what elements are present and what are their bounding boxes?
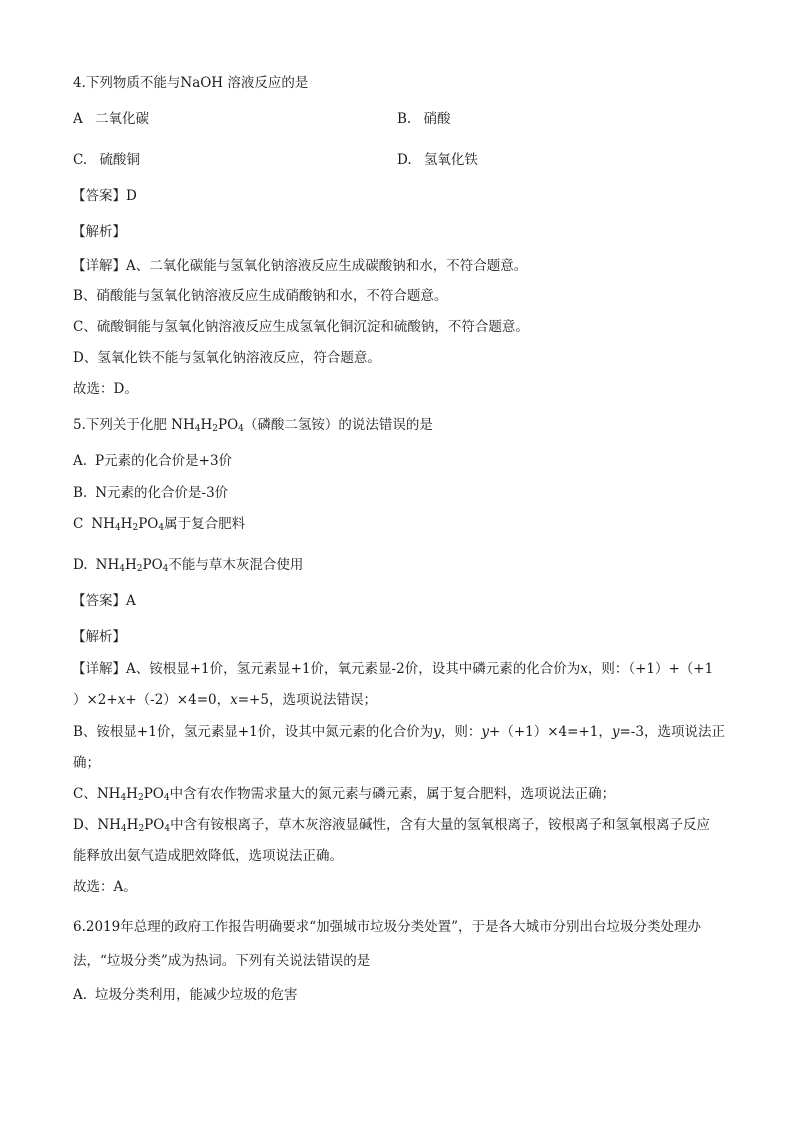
option-text: 硫酸铜 [99, 152, 140, 168]
option-label: C. [73, 152, 88, 168]
q5-detail-a-line2: ）×2+x+（-2）×4=0，x=+5，选项说法错误； [73, 692, 377, 708]
q5-conclusion: 故选：A。 [73, 879, 137, 895]
formula-nh4h2po4: $NH_4H_2PO_4$ [171, 417, 244, 434]
option-text: P元素的化合价是+3价 [95, 453, 233, 469]
q5-detail-d-line2: 能释放出氨气造成肥效降低，选项说法正确。 [73, 848, 343, 864]
stem-text: 5.下列关于化肥 [73, 417, 172, 433]
q6-stem-line2: 法，“垃圾分类”成为热词。下列有关说法错误的是 [73, 953, 371, 969]
q5-detail-b-line2: 确； [73, 755, 100, 771]
q5-answer [72, 592, 136, 610]
option-text: 氢氧化铁 [423, 152, 478, 168]
formula-nh4h2po4: $NH_4H_2PO_4$ [95, 557, 169, 574]
formula-nh4h2po4: $NH_4H_2PO_4$ [96, 786, 170, 803]
option-label: A. [73, 987, 88, 1003]
variable-y: y [481, 724, 490, 740]
q4-detail-b: B、硝酸能与氢氧化钠溶液反应生成硝酸钠和水，不符合题意。 [73, 288, 448, 304]
q5-detail-a-line1: 【详解】A、铵根显+1价，氢元素显+1价，氧元素显-2价，设其中磷元素的化合价为x，则：（+1）+（+1 [72, 661, 714, 677]
answer-tag: 【答案】 [72, 593, 126, 609]
q4-option-a [73, 110, 149, 128]
formula-nh4h2po4: $NH_4H_2PO_4$ [97, 817, 171, 834]
formula-nh4h2po4: $NH_4H_2PO_4$ [91, 516, 165, 533]
option-label: B. [397, 111, 412, 127]
answer-value: D [126, 188, 137, 204]
variable-x: x [230, 692, 238, 708]
option-label: B. [73, 485, 88, 501]
option-text: 属于复合肥料 [164, 516, 246, 532]
detail-text: A、二氧化碳能与氢氧化钠溶液反应生成碳酸钠和水，不符合题意。 [126, 258, 528, 274]
option-text: N元素的化合价是-3价 [95, 485, 229, 501]
q5-detail-d-line1: D、$NH_4H_2PO_4$中含有铵根离子，草木灰溶液显碱性，含有大量的氢氧根离子，铵根离子和氢氧根离子反应 [73, 817, 711, 834]
q4-answer [72, 187, 137, 205]
variable-x: x [580, 661, 588, 677]
q4-option-d [397, 151, 478, 169]
q5-detail-c: C、$NH_4H_2PO_4$中含有农作物需求量大的氮元素与磷元素，属于复合肥料，选项说法正确； [73, 786, 616, 803]
q4-detail-d: D、氢氧化铁不能与氢氧化钠溶液反应，符合题意。 [73, 350, 381, 366]
stem-text: （磷酸二氢铵）的说法错误的是 [243, 417, 433, 433]
option-label: A [73, 111, 83, 127]
q4-detail-a [72, 257, 527, 275]
q5-option-d [73, 556, 303, 574]
variable-y: y [611, 724, 620, 740]
option-text: 硝酸 [423, 111, 451, 127]
option-text: 二氧化碳 [95, 111, 150, 127]
option-text: 垃圾分类利用，能减少垃圾的危害 [95, 987, 298, 1003]
q4-stem: 4.下列物质不能与NaOH 溶液反应的是 [73, 75, 309, 91]
q4-option-c [73, 151, 140, 169]
option-label: A. [73, 453, 88, 469]
q5-stem [73, 416, 433, 434]
q6-option-a [73, 986, 298, 1004]
q5-detail-b-line1: B、铵根显+1价，氢元素显+1价，设其中氮元素的化合价为y，则：y+（+1）×4=+1，y=-3，选项说法正 [73, 724, 725, 740]
answer-value: A [126, 593, 136, 609]
q4-analysis-tag: 【解析】 [72, 224, 126, 240]
q5-option-b [73, 484, 228, 502]
detail-tag: 【详解】 [72, 661, 126, 677]
q5-option-c [73, 515, 245, 533]
q4-conclusion: 故选：D。 [73, 381, 138, 397]
q6-stem-line1: 6.2019年总理的政府工作报告明确要求“加强城市垃圾分类处置”，于是各大城市分别出台垃圾分类处理办 [73, 919, 702, 935]
option-label: D. [397, 152, 412, 168]
q4-detail-c: C、硫酸铜能与氢氧化钠溶液反应生成氢氧化铜沉淀和硫酸钠，不符合题意。 [73, 319, 529, 335]
option-text: 不能与草木灰混合使用 [168, 557, 304, 573]
variable-x: x [117, 692, 126, 708]
option-label: C [73, 516, 84, 532]
q5-analysis-tag: 【解析】 [72, 629, 126, 645]
variable-y: y [433, 724, 441, 740]
answer-tag: 【答案】 [72, 188, 126, 204]
q4-option-b [397, 110, 451, 128]
q5-option-a [73, 452, 232, 470]
detail-tag: 【详解】 [72, 258, 126, 274]
option-label: D. [73, 557, 88, 573]
